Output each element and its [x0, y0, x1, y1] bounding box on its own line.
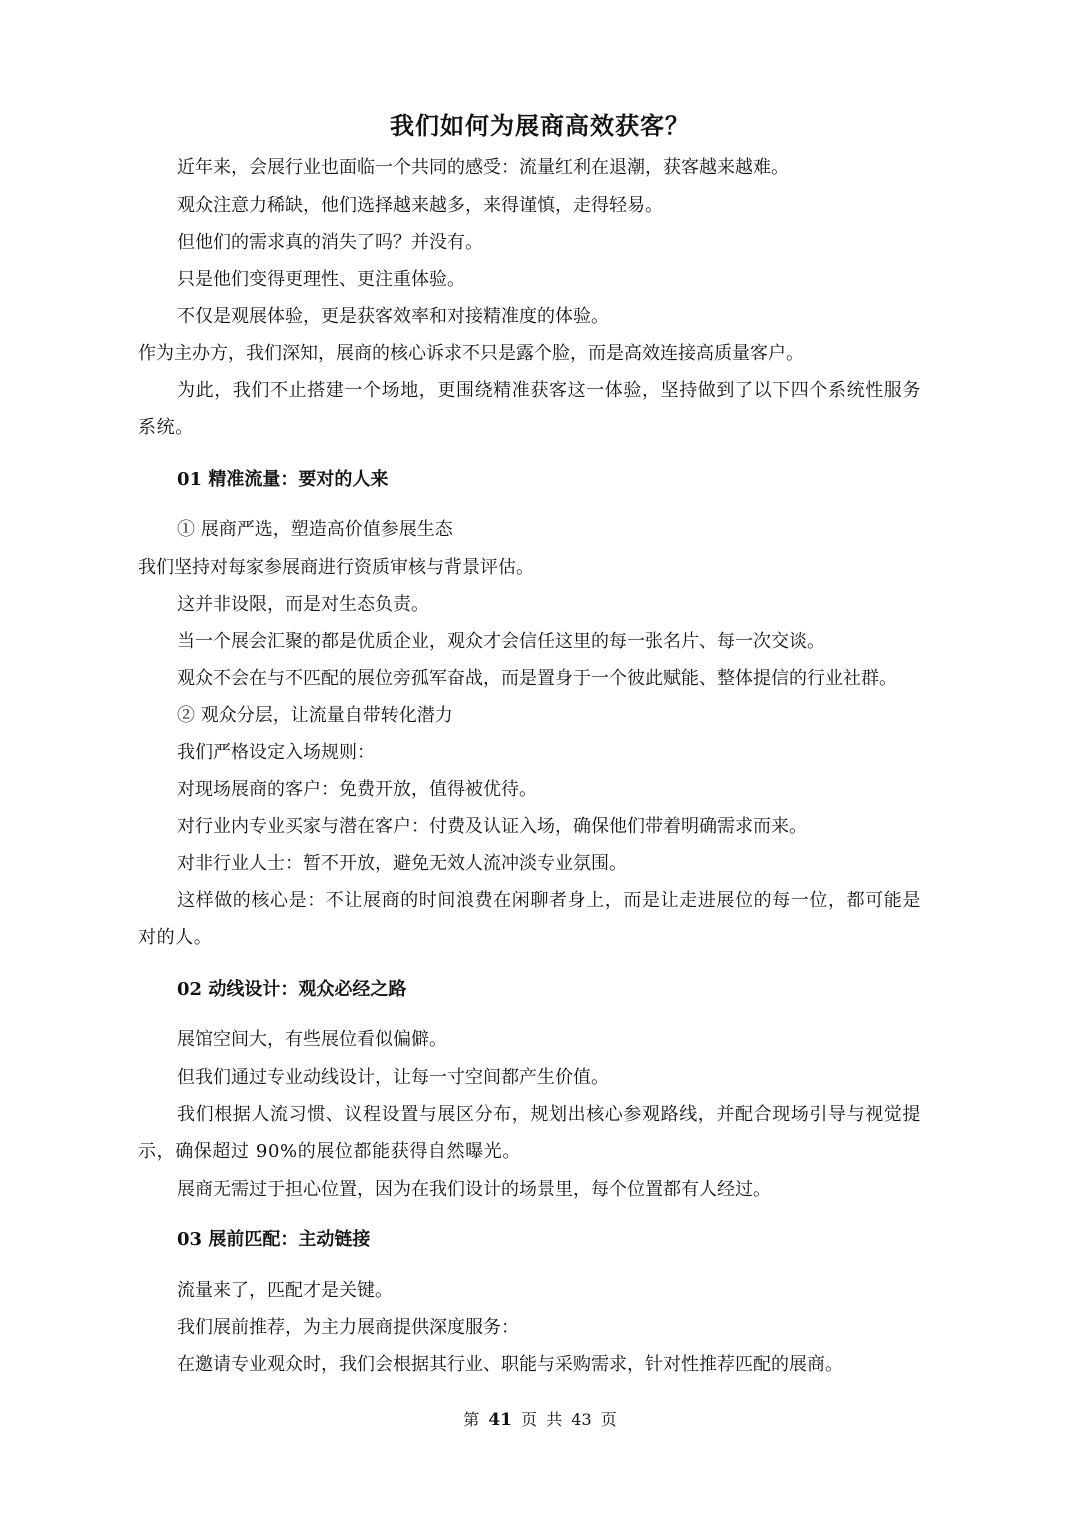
section1-line-7: 对行业内专业买家与潜在客户：付费及认证入场，确保他们带着明确需求而来。 — [177, 816, 807, 837]
section1-line-2: 这并非设限，而是对生态负责。 — [177, 594, 429, 615]
section-heading-02: 02 动线设计：观众必经之路 — [177, 979, 407, 1000]
section-heading-01: 01 精准流量：要对的人来 — [177, 469, 389, 490]
intro-paragraph-1: 近年来，会展行业也面临一个共同的感受：流量红利在退潮，获客越来越难。 — [177, 157, 789, 178]
section1-line-6: 对现场展商的客户：免费开放，值得被优待。 — [177, 779, 537, 800]
current-page-number: 41 — [488, 1410, 513, 1430]
footer-suffix: 页 — [600, 1410, 617, 1429]
section3-line-2: 我们展前推荐，为主力展商提供深度服务： — [177, 1317, 519, 1338]
intro-paragraph-6: 作为主办方，我们深知，展商的核心诉求不只是露个脸，而是高效连接高质量客户。 — [138, 343, 804, 364]
subheading-audience-tiers: ② 观众分层，让流量自带转化潜力 — [177, 705, 453, 726]
intro-paragraph-4: 只是他们变得更理性、更注重体验。 — [177, 269, 465, 290]
section1-line-9: 这样做的核心是：不让展商的时间浪费在闲聊者身上，而是让走进展位的每一位，都可能是对的人。 — [138, 890, 921, 948]
section1-line-4: 观众不会在与不匹配的展位旁孤军奋战，而是置身于一个彼此赋能、整体提信的行业社群。 — [177, 668, 897, 689]
intro-paragraph-3: 但他们的需求真的消失了吗？并没有。 — [177, 232, 483, 253]
footer-prefix: 第 — [463, 1410, 480, 1429]
intro-paragraph-2: 观众注意力稀缺，他们选择越来越多，来得谨慎，走得轻易。 — [177, 195, 663, 216]
section2-line-1: 展馆空间大，有些展位看似偏僻。 — [177, 1029, 447, 1050]
total-page-number: 43 — [571, 1410, 592, 1429]
section2-line-2: 但我们通过专业动线设计，让每一寸空间都产生价值。 — [177, 1067, 609, 1088]
section1-line-5: 我们严格设定入场规则： — [177, 742, 375, 763]
section3-line-1: 流量来了，匹配才是关键。 — [177, 1280, 393, 1301]
section2-line-4: 展商无需过于担心位置，因为在我们设计的场景里，每个位置都有人经过。 — [177, 1179, 771, 1200]
intro-paragraph-5: 不仅是观展体验，更是获客效率和对接精准度的体验。 — [177, 306, 609, 327]
section1-line-8: 对非行业人士：暂不开放，避免无效人流冲淡专业氛围。 — [177, 853, 627, 874]
page-title: 我们如何为展商高效获客？ — [390, 111, 690, 140]
footer-middle: 页 共 — [521, 1410, 563, 1429]
section1-line-3: 当一个展会汇聚的都是优质企业，观众才会信任这里的每一张名片、每一次交谈。 — [177, 631, 825, 652]
intro-paragraph-7: 为此，我们不止搭建一个场地，更围绕精准获客这一体验，坚持做到了以下四个系统性服务系统。 — [138, 380, 921, 438]
subheading-exhibitor-selection: ① 展商严选，塑造高价值参展生态 — [177, 519, 453, 540]
section3-line-3: 在邀请专业观众时，我们会根据其行业、职能与采购需求，针对性推荐匹配的展商。 — [177, 1354, 843, 1375]
section2-line-3: 我们根据人流习惯、议程设置与展区分布，规划出核心参观路线，并配合现场引导与视觉提示，确保超过 90%的展位都能获得自然曝光。 — [138, 1104, 921, 1162]
section-heading-03: 03 展前匹配：主动链接 — [177, 1229, 371, 1250]
page-footer — [0, 1408, 1080, 1432]
section1-line-1: 我们坚持对每家参展商进行资质审核与背景评估。 — [138, 557, 534, 578]
